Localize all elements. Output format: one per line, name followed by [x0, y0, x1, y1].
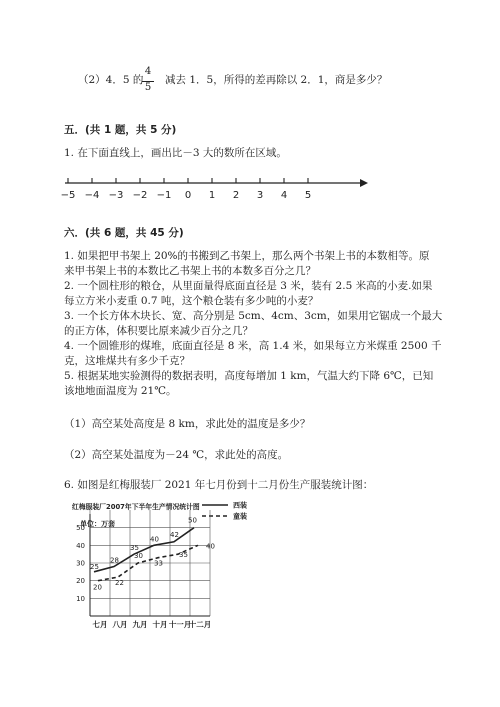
y-tick-label: 30 [76, 559, 85, 568]
number-line-label: −3 [108, 190, 124, 201]
y-tick-label: 20 [76, 577, 85, 586]
x-tick-label: 九月 [132, 620, 148, 629]
x-tick-label: 十一月 [168, 620, 192, 629]
data-label: 33 [154, 559, 163, 568]
arrow-icon [360, 179, 368, 187]
data-label: 40 [206, 542, 215, 551]
data-label: 30 [134, 552, 143, 560]
y-tick-label: 50 [76, 524, 85, 533]
section-title: 五．(共 1 题，共 5 分) [64, 124, 177, 136]
number-line-label: 3 [256, 190, 264, 201]
legend-label: 西装 [233, 501, 247, 510]
x-tick-label: 十月 [152, 620, 168, 629]
y-tick-label: 40 [76, 541, 85, 550]
number-line [60, 172, 370, 208]
fraction-denominator: 5 [144, 82, 152, 93]
question-line: 4. 一个圆锥形的煤堆，底面直径是 8 米，高 1.4 米，如果每立方米煤重 2500 千 [64, 340, 442, 352]
question-line: 每立方米小麦重 0.7 吨，这个粮仓装有多少吨的小麦？ [64, 295, 319, 307]
question-line: 2. 一个圆柱形的粮仓，从里面量得底面直径是 3 米，装有 2.5 米高的小麦.如果 [64, 280, 433, 292]
data-label: 35 [130, 544, 139, 553]
sub-question: （2）高空某处温度为－24 ℃，求此处的高度。 [64, 449, 289, 461]
number-line-label: −4 [84, 190, 100, 201]
x-tick-label: 七月 [92, 620, 108, 629]
question-line: 克，这堆煤共有多少千克？ [64, 355, 190, 367]
data-label: 35 [179, 551, 188, 560]
question-line: 3. 一个长方体木块长、宽、高分别是 5cm、4cm、3cm，如果用它锯成一个最大 [64, 310, 443, 322]
question-text: （2）4．5 的 [78, 74, 144, 86]
data-label: 20 [93, 583, 102, 592]
y-tick-label: 10 [76, 594, 85, 603]
data-label: 50 [188, 516, 197, 525]
question-text: 减去 1．5，所得的差再除以 2．1，商是多少？ [165, 74, 388, 86]
data-label: 28 [110, 556, 119, 565]
chart-title: 红梅服装厂2007年下半年生产情况统计图 [72, 503, 200, 511]
legend-label: 童装 [233, 512, 247, 521]
number-line-label: 0 [184, 190, 192, 201]
line-chart [60, 498, 290, 640]
question-text: 1. 在下面直线上，画出比－3 大的数所在区域。 [64, 147, 287, 159]
question-line: 的正方体，体积要比原来减少百分之几？ [64, 325, 253, 337]
number-line-label: 1 [208, 190, 216, 201]
number-line-label: −1 [156, 190, 172, 201]
x-tick-label: 八月 [112, 620, 128, 629]
number-line-label: 5 [304, 190, 312, 201]
data-label: 42 [170, 530, 179, 539]
question-line: 该地地面温度为 21℃。 [64, 385, 177, 397]
section-title: 六．(共 6 题，共 45 分) [64, 227, 184, 239]
data-label: 25 [90, 562, 99, 571]
number-line-label: −2 [132, 190, 148, 201]
x-tick-label: 十二月 [188, 620, 212, 629]
question-text: 6. 如图是红梅服装厂 2021 年七月份到十二月份生产服装统计图： [64, 479, 374, 491]
fraction-numerator: 4 [144, 66, 152, 77]
question-line: 来甲书架上书的本数比乙书架上书的本数多百分之几？ [64, 265, 316, 277]
data-label: 40 [150, 535, 159, 544]
sub-question: （1）高空某处高度是 8 km，求此处的温度是多少？ [64, 418, 311, 430]
number-line-label: 4 [280, 190, 288, 201]
question-line: 1. 如果把甲书架上 20%的书搬到乙书架上，那么两个书架上书的本数相等。原 [64, 250, 430, 262]
number-line-label: 2 [232, 190, 240, 201]
number-line-label: −5 [60, 190, 76, 201]
series-line-suits [94, 528, 194, 572]
unit-label: 单位：万套 [80, 520, 115, 528]
data-label: 22 [115, 579, 124, 588]
question-line: 5. 根据某地实验测得的数据表明，高度每增加 1 km，气温大约下降 6℃，已知 [64, 370, 434, 382]
